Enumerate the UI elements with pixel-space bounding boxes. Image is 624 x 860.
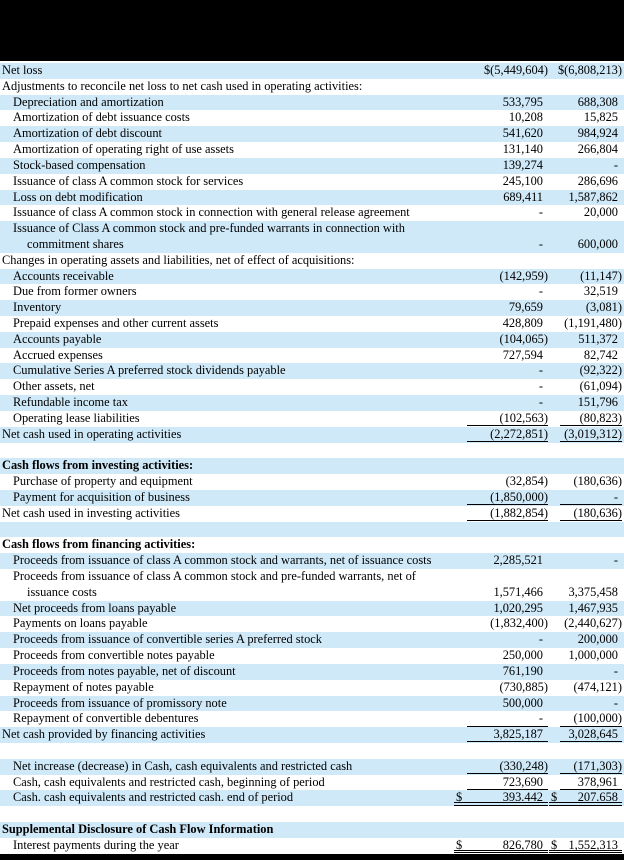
value-cell-year2: [548, 221, 622, 253]
row-label: Proceeds from convertible notes payable: [13, 648, 215, 663]
value-cell-year1: [453, 79, 548, 95]
value-cell-year2: [548, 348, 622, 364]
value-cell-year2: [548, 253, 622, 269]
value-text: (92,322): [579, 363, 622, 378]
table-row: [0, 205, 624, 221]
value-text: (1,850,000): [490, 489, 548, 504]
value-text: (180,636): [573, 474, 622, 489]
table-row: [0, 727, 624, 743]
value-cell-year1: [453, 363, 548, 379]
table-row: [0, 427, 624, 443]
table-row: [0, 664, 624, 680]
row-label: Proceeds from issuance of convertible series A preferred stock: [13, 632, 322, 647]
value-cell-year1: [453, 537, 548, 553]
value-cell-year2: [548, 427, 622, 443]
value-text: $(5,449,604): [483, 63, 548, 77]
value-cell-year2: [548, 79, 622, 95]
value-cell-year1: [453, 348, 548, 364]
table-row: [0, 332, 624, 348]
value-cell-year1: [453, 569, 548, 601]
value-cell-year1: [453, 190, 548, 206]
row-label: Net loss: [2, 63, 43, 77]
row-label: Cash, cash equivalents and restricted cash, beginning of period: [13, 774, 325, 789]
value-cell-year1: [453, 95, 548, 111]
value-cell-year1: [453, 205, 548, 221]
value-cell-year1: [453, 427, 548, 443]
row-label: Stock-based compensation: [13, 157, 146, 172]
value-cell-year1: [453, 664, 548, 680]
table-row: [0, 269, 624, 285]
value-cell-year2: [548, 411, 622, 427]
value-text: 826,780: [502, 837, 543, 852]
value-text: 286,696: [577, 173, 618, 188]
row-label: Net cash provided by financing activities: [2, 727, 206, 742]
value-cell-year1: [453, 253, 548, 269]
value-text: -: [538, 363, 543, 378]
table-row: [0, 474, 624, 490]
value-cell-year2: [548, 474, 622, 490]
value-cell-year1: [453, 790, 548, 806]
row-label: Amortization of debt discount: [13, 126, 163, 141]
value-text: (11,147): [580, 268, 622, 283]
row-label: Accounts receivable: [13, 268, 114, 283]
value-cell-year2: [548, 363, 622, 379]
value-cell-year2: [548, 822, 622, 838]
value-text: (1,882,854): [490, 505, 548, 520]
value-cell-year2: [548, 190, 622, 206]
table-row: [0, 348, 624, 364]
table-row: [0, 537, 624, 553]
row-label: Amortization of debt issuance costs: [13, 110, 190, 125]
value-text: $(6,808,213): [557, 63, 622, 77]
value-cell-year2: [548, 553, 622, 569]
value-text: 79,659: [508, 300, 543, 315]
table-row: [0, 95, 624, 111]
value-text: (730,885): [499, 679, 548, 694]
value-cell-year2: [548, 269, 622, 285]
value-cell-year1: [453, 126, 548, 142]
value-text: 266,804: [577, 142, 618, 157]
table-row: [0, 300, 624, 316]
value-cell-year1: [453, 332, 548, 348]
table-row: [0, 759, 624, 775]
spacer-row: [0, 743, 624, 759]
value-text: 10,208: [508, 110, 543, 125]
value-cell-year2: [548, 759, 622, 775]
value-cell-year2: [548, 696, 622, 712]
value-text: 1,552,313: [568, 837, 618, 852]
table-row: [0, 379, 624, 395]
value-cell-year2: [548, 790, 622, 806]
value-cell-year1: [453, 300, 548, 316]
table-row: [0, 648, 624, 664]
value-cell-year2: [548, 680, 622, 696]
table-row: [0, 838, 624, 854]
value-text: 688,308: [577, 94, 618, 109]
value-text: 1,571,466: [493, 584, 543, 599]
row-label: Repayment of convertible debentures: [13, 711, 199, 726]
redaction-black-bar-top: [0, 0, 624, 61]
table-row: [0, 395, 624, 411]
value-text: 82,742: [583, 347, 618, 362]
value-text: 984,924: [577, 126, 618, 141]
table-row: [0, 142, 624, 158]
value-cell-year1: [453, 269, 548, 285]
value-cell-year2: [548, 379, 622, 395]
row-label: Depreciation and amortization: [13, 94, 164, 109]
row-label: Due from former owners: [13, 284, 137, 299]
currency-symbol: $: [456, 790, 463, 805]
row-label: Proceeds from notes payable, net of discount: [13, 663, 236, 678]
value-cell-year1: [453, 174, 548, 190]
value-cell-year2: [548, 142, 622, 158]
table-row: [0, 680, 624, 696]
value-text: (61,094): [579, 379, 622, 394]
table-row: [0, 63, 624, 79]
value-text: (2,440,627): [564, 616, 622, 631]
value-cell-year2: [548, 727, 622, 743]
value-text: 200,000: [577, 632, 618, 647]
value-text: 533,795: [502, 94, 543, 109]
value-cell-year1: [453, 775, 548, 791]
value-cell-year2: [548, 838, 622, 854]
value-cell-year1: [453, 553, 548, 569]
value-text: 428,809: [502, 316, 543, 330]
row-label: Cash. cash equivalents and restricted cash. end of period: [13, 790, 294, 805]
table-row: [0, 775, 624, 791]
value-text: 2,285,521: [493, 553, 543, 568]
table-row: [0, 822, 624, 838]
value-text: 1,587,862: [568, 189, 618, 204]
row-label: Proceeds from issuance of promissory note: [13, 695, 227, 710]
value-cell-year2: [548, 126, 622, 142]
value-text: -: [538, 379, 543, 394]
table-row: [0, 696, 624, 712]
value-cell-year1: [453, 411, 548, 427]
value-text: 15,825: [583, 110, 618, 125]
value-text: -: [538, 236, 543, 251]
value-text: 689,411: [503, 189, 543, 204]
value-cell-year1: [453, 158, 548, 174]
value-text: 3,028,645: [568, 727, 618, 742]
value-cell-year1: [453, 759, 548, 775]
row-label: Inventory: [13, 300, 62, 315]
value-cell-year2: [548, 458, 622, 474]
value-text: 131,140: [502, 142, 543, 157]
section-header-label: Cash flows from investing activities:: [2, 458, 194, 473]
row-label: Other assets, net: [13, 379, 95, 394]
table-row: [0, 190, 624, 206]
row-label: Payments on loans payable: [13, 616, 148, 631]
value-cell-year1: [453, 632, 548, 648]
value-text: (80,823): [579, 410, 622, 425]
table-row: [0, 316, 624, 332]
table-row: [0, 221, 624, 253]
table-row: [0, 553, 624, 569]
value-text: -: [538, 711, 543, 726]
value-text: (142,959): [499, 268, 548, 283]
table-row: [0, 601, 624, 617]
value-cell-year2: [548, 110, 622, 126]
value-cell-year1: [453, 616, 548, 632]
value-cell-year1: [453, 506, 548, 522]
value-text: 1,020,295: [493, 600, 543, 615]
value-cell-year1: [453, 711, 548, 727]
value-text: (32,854): [505, 474, 548, 489]
value-cell-year1: [453, 822, 548, 838]
value-text: 761,190: [502, 663, 543, 678]
value-cell-year1: [453, 63, 548, 79]
value-text: 3,375,458: [568, 584, 618, 599]
value-cell-year1: [453, 142, 548, 158]
value-cell-year1: [453, 221, 548, 253]
row-label: Accrued expenses: [13, 347, 103, 362]
row-label: Operating lease liabilities: [13, 410, 140, 425]
spacer-row: [0, 522, 624, 538]
value-text: (2,272,851): [490, 426, 548, 441]
spacer-row: [0, 443, 624, 459]
value-text: -: [538, 632, 543, 647]
value-cell-year2: [548, 632, 622, 648]
value-text: 139,274: [502, 157, 543, 172]
table-row: [0, 126, 624, 142]
row-label: Issuance of class A common stock for services: [13, 173, 244, 188]
row-label: Net proceeds from loans payable: [13, 600, 177, 615]
table-row: [0, 253, 624, 269]
value-text: 250,000: [502, 648, 543, 663]
value-text: -: [538, 284, 543, 299]
row-label: Repayment of notes payable: [13, 679, 154, 694]
value-cell-year2: [548, 601, 622, 617]
value-cell-year1: [453, 110, 548, 126]
value-text: (3,019,312): [564, 426, 622, 441]
row-label: Issuance of Class A common stock and pre-funded warrants in connection with commitment shares: [13, 221, 405, 251]
table-row: [0, 79, 624, 95]
table-row: [0, 790, 624, 806]
section-header-label: Cash flows from financing activities:: [2, 537, 196, 552]
value-text: 541,620: [502, 126, 543, 141]
row-label: Proceeds from issuance of class A common stock and warrants, net of issuance costs: [13, 553, 432, 568]
table-row: [0, 616, 624, 632]
value-text: (180,636): [573, 505, 622, 520]
value-text: -: [613, 663, 618, 678]
value-text: (3,081): [585, 300, 622, 315]
value-text: -: [613, 489, 618, 504]
value-text: 727,594: [502, 347, 543, 362]
value-text: -: [613, 553, 618, 568]
value-cell-year2: [548, 174, 622, 190]
row-label: Proceeds from issuance of class A common stock and pre-funded warrants, net of issuance costs: [13, 569, 416, 599]
value-text: (104,065): [499, 331, 548, 346]
value-cell-year1: [453, 696, 548, 712]
row-label: Amortization of operating right of use assets: [13, 142, 234, 157]
value-text: 1,467,935: [568, 600, 618, 615]
section-header-label: Supplemental Disclosure of Cash Flow Information: [2, 822, 274, 836]
value-text: (330,248): [499, 758, 548, 773]
value-text: 245,100: [502, 173, 543, 188]
value-text: 378,961: [577, 774, 618, 789]
value-text: -: [538, 205, 543, 220]
value-cell-year1: [453, 284, 548, 300]
row-label: Net cash used in investing activities: [2, 505, 180, 520]
table-row: [0, 174, 624, 190]
row-label: Refundable income tax: [13, 395, 128, 410]
value-cell-year1: [453, 648, 548, 664]
value-text: (102,563): [499, 410, 548, 425]
value-cell-year1: [453, 458, 548, 474]
value-text: -: [538, 395, 543, 410]
row-label: Adjustments to reconcile net loss to net cash used in operating activities:: [2, 78, 363, 93]
value-cell-year2: [548, 490, 622, 506]
row-label: Cumulative Series A preferred stock dividends payable: [13, 363, 286, 378]
value-cell-year1: [453, 680, 548, 696]
spacer-row: [0, 806, 624, 822]
table-row: [0, 632, 624, 648]
value-cell-year2: [548, 711, 622, 727]
row-label: Payment for acquisition of business: [13, 489, 190, 504]
value-cell-year2: [548, 300, 622, 316]
table-row: [0, 110, 624, 126]
value-cell-year2: [548, 537, 622, 553]
value-cell-year1: [453, 490, 548, 506]
row-label: Interest payments during the year: [13, 837, 179, 852]
value-text: (171,303): [573, 758, 622, 773]
currency-symbol: $: [456, 837, 463, 852]
table-row: [0, 284, 624, 300]
row-label: Net increase (decrease) in Cash, cash equivalents and restricted cash: [13, 758, 353, 773]
value-cell-year2: [548, 616, 622, 632]
table-row: [0, 506, 624, 522]
cashflow-table: [0, 63, 624, 854]
value-cell-year1: [453, 838, 548, 854]
table-bottom-rule: [0, 854, 624, 860]
table-row: [0, 458, 624, 474]
row-label: Issuance of class A common stock in connection with general release agreement: [13, 205, 410, 220]
value-cell-year1: [453, 395, 548, 411]
currency-symbol: $: [551, 837, 558, 852]
value-cell-year2: [548, 158, 622, 174]
row-label: Loss on debt modification: [13, 189, 143, 204]
value-text: 500,000: [502, 695, 543, 710]
value-cell-year2: [548, 569, 622, 601]
value-cell-year2: [548, 664, 622, 680]
value-text: 723,690: [502, 774, 543, 789]
value-cell-year2: [548, 395, 622, 411]
value-text: 393.442: [502, 790, 543, 805]
value-text: -: [613, 157, 618, 172]
value-text: 151,796: [577, 395, 618, 410]
table-row: [0, 158, 624, 174]
value-text: 207.658: [577, 790, 618, 805]
value-cell-year2: [548, 205, 622, 221]
value-text: 600,000: [577, 236, 618, 251]
row-label: Net cash used in operating activities: [2, 426, 182, 441]
value-cell-year2: [548, 506, 622, 522]
row-label: Prepaid expenses and other current assets: [13, 316, 219, 330]
value-text: 1,000,000: [568, 648, 618, 663]
value-cell-year2: [548, 775, 622, 791]
value-text: 32,519: [583, 284, 618, 299]
value-cell-year2: [548, 284, 622, 300]
value-text: 3,825,187: [493, 727, 543, 742]
value-cell-year2: [548, 316, 622, 332]
value-cell-year1: [453, 474, 548, 490]
value-text: 511,372: [578, 331, 618, 346]
table-row: [0, 711, 624, 727]
currency-symbol: $: [551, 790, 558, 805]
table-row: [0, 411, 624, 427]
table-row: [0, 490, 624, 506]
value-text: -: [613, 695, 618, 710]
value-cell-year2: [548, 332, 622, 348]
value-cell-year1: [453, 601, 548, 617]
row-label: Accounts payable: [13, 331, 102, 346]
value-text: 20,000: [583, 205, 618, 220]
value-text: (1,832,400): [490, 616, 548, 631]
value-text: (100,000): [573, 711, 622, 726]
value-cell-year2: [548, 63, 622, 79]
value-cell-year2: [548, 648, 622, 664]
value-cell-year1: [453, 316, 548, 332]
table-row: [0, 363, 624, 379]
value-cell-year1: [453, 379, 548, 395]
value-cell-year2: [548, 95, 622, 111]
value-cell-year1: [453, 727, 548, 743]
row-label: Changes in operating assets and liabilities, net of effect of acquisitions:: [2, 252, 355, 267]
row-label: Purchase of property and equipment: [13, 474, 193, 489]
table-row: [0, 569, 624, 601]
value-text: (1,191,480): [564, 316, 622, 330]
value-text: (474,121): [573, 679, 622, 694]
